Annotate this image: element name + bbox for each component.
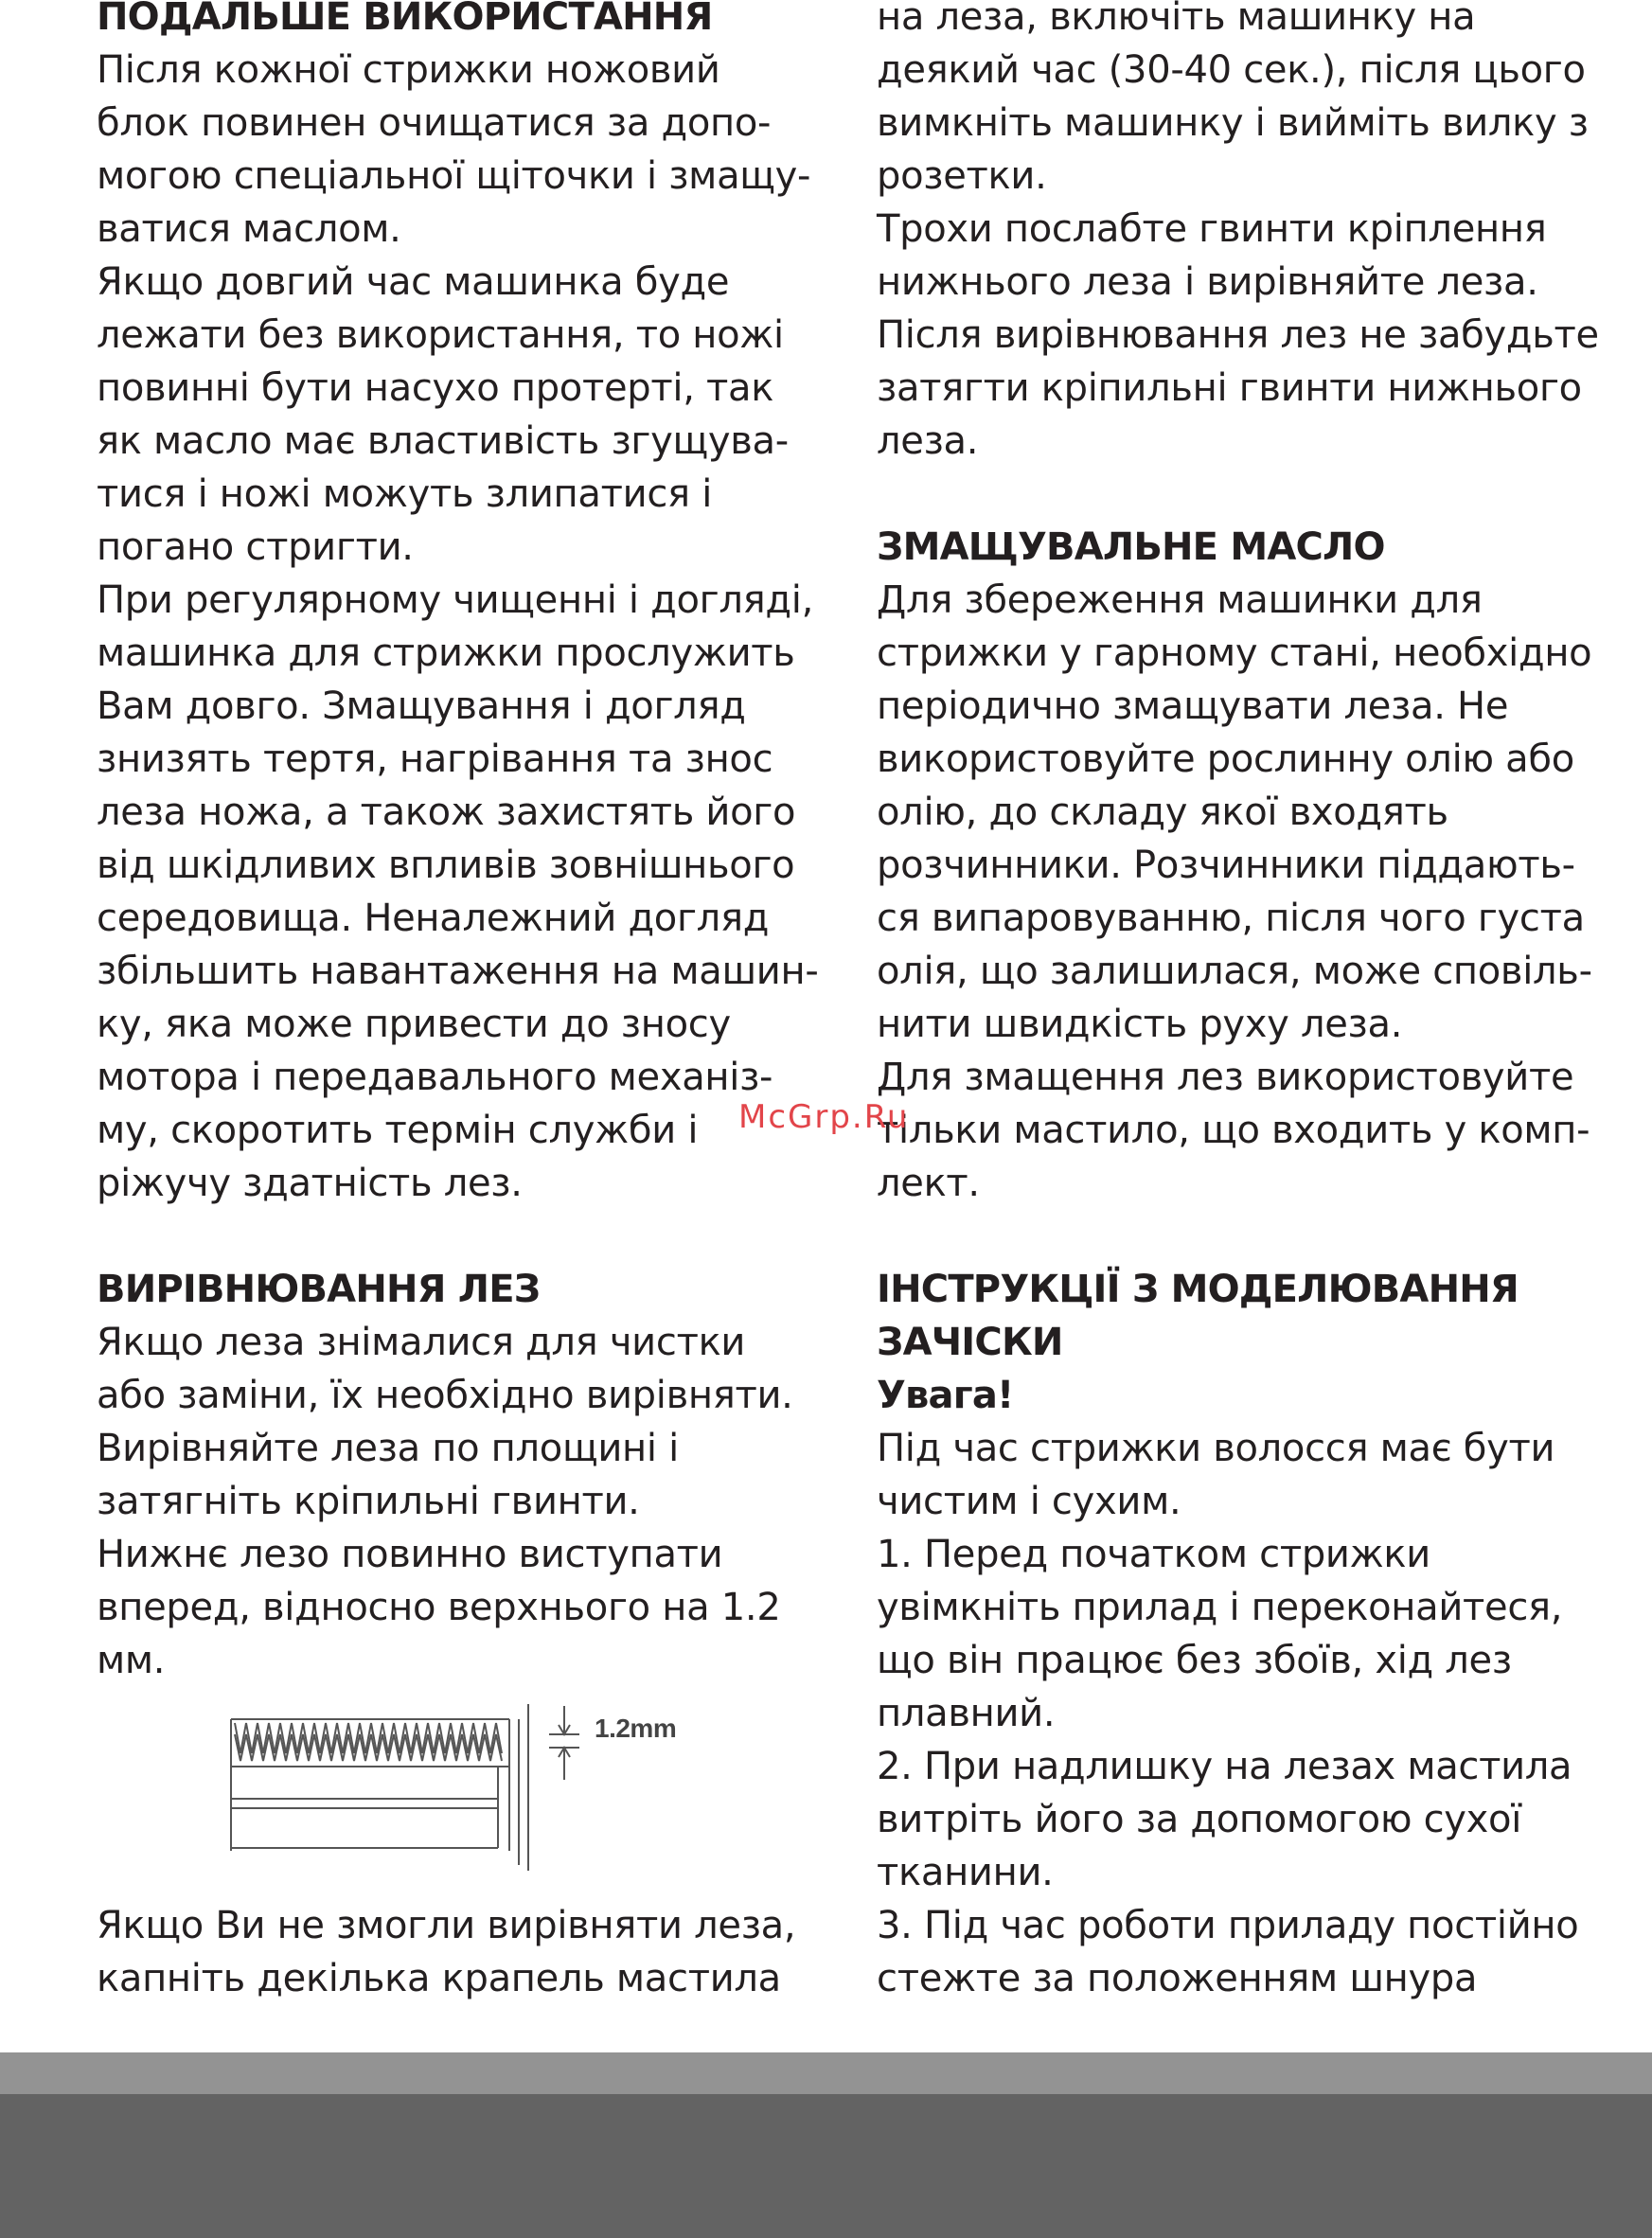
text-line: ся випаровуванню, після чого густа bbox=[877, 897, 1585, 940]
text-line: блок повинен очищатися за допо- bbox=[97, 101, 772, 145]
text-line: Вам довго. Змащування і догляд bbox=[97, 684, 746, 728]
text-line: стежте за положенням шнура bbox=[877, 1957, 1478, 2000]
text-line: капніть декілька крапель мастила bbox=[97, 1957, 781, 2000]
text-line: що він працює без збоїв, хід лез bbox=[877, 1639, 1512, 1682]
text-line: Для змащення лез використовуйте bbox=[877, 1056, 1574, 1099]
text-line: від шкідливих впливів зовнішнього bbox=[97, 844, 795, 887]
watermark-text: McGrp.Ru bbox=[738, 1098, 910, 1136]
text-line: деякий час (30-40 сек.), після цього bbox=[877, 48, 1586, 92]
section-heading-blade-alignment: ВИРІВНЮВАННЯ ЛЕЗ bbox=[97, 1268, 541, 1311]
text-line: 3. Під час роботи приладу постійно bbox=[877, 1904, 1579, 1947]
text-line: олія, що залишилася, може сповіль- bbox=[877, 950, 1592, 993]
text-line: витріть його за допомогою сухої bbox=[877, 1798, 1522, 1841]
text-line: леза. bbox=[877, 419, 979, 463]
text-line: ІНСТРУКЦІЇ З МОДЕЛЮВАННЯ bbox=[877, 1268, 1519, 1311]
text-line: мм. bbox=[97, 1639, 166, 1682]
section-alignment-continued-body bbox=[97, 1899, 826, 2005]
text-line: Після вирівнювання лез не забудьте bbox=[877, 313, 1599, 357]
text-line: олію, до складу якої входять bbox=[877, 790, 1448, 834]
text-line: Нижнє лезо повинно виступати bbox=[97, 1533, 723, 1576]
text-line: вперед, відносно верхнього на 1.2 bbox=[97, 1586, 781, 1629]
text-line: ріжучу здатність лез. bbox=[97, 1162, 523, 1205]
footer-band-dark bbox=[0, 2094, 1652, 2238]
text-line: Для збереження машинки для bbox=[877, 578, 1483, 622]
text-line: Після кожної стрижки ножовий bbox=[97, 48, 720, 92]
dimension-label: 1.2mm bbox=[595, 1714, 677, 1743]
text-line: тися і ножі можуть злипатися і bbox=[97, 472, 713, 516]
text-line: плавний. bbox=[877, 1692, 1056, 1735]
text-line: Якщо Ви не змогли вирівняти леза, bbox=[97, 1904, 796, 1947]
blade-alignment-diagram bbox=[227, 1685, 738, 1884]
text-line: розчинники. Розчинники піддають- bbox=[877, 844, 1575, 887]
section-styling-instructions-body bbox=[877, 1422, 1615, 2005]
section-further-use-body bbox=[97, 44, 826, 1210]
text-line: нити швидкість руху леза. bbox=[877, 1003, 1403, 1046]
text-line: При регулярному чищенні і догляді, bbox=[97, 578, 814, 622]
text-line: Вирівняйте леза по площині і bbox=[97, 1427, 679, 1470]
text-line: затягніть кріпильні гвинти. bbox=[97, 1480, 640, 1523]
text-line: лект. bbox=[877, 1162, 980, 1205]
text-line: стрижки у гарному стані, необхідно bbox=[877, 631, 1592, 675]
text-line: лежати без використання, то ножі bbox=[97, 313, 784, 357]
text-line: му, скоротить термін служби і bbox=[97, 1109, 699, 1152]
text-line: Якщо довгий час машинка буде bbox=[97, 260, 730, 304]
text-line: ЗАЧІСКИ bbox=[877, 1321, 1063, 1364]
section-blade-alignment-body bbox=[97, 1316, 826, 1687]
text-line: увімкніть прилад і переконайтеся, bbox=[877, 1586, 1563, 1629]
text-line: періодично змащувати леза. Не bbox=[877, 684, 1509, 728]
right-column bbox=[877, 0, 1615, 2005]
text-line: машинка для стрижки прослужить bbox=[97, 631, 795, 675]
text-line: мотора і передавального механіз- bbox=[97, 1056, 773, 1099]
text-line: нижнього леза і вирівняйте леза. bbox=[877, 260, 1538, 304]
text-line: 1. Перед початком стрижки bbox=[877, 1533, 1430, 1576]
text-line: середовища. Неналежний догляд bbox=[97, 897, 770, 940]
text-line: тканини. bbox=[877, 1851, 1054, 1894]
text-line: могою спеціальної щіточки і змащу- bbox=[97, 154, 811, 198]
text-line: затягти кріпильні гвинти нижнього bbox=[877, 366, 1582, 410]
text-line: або заміни, їх необхідно вирівняти. bbox=[97, 1374, 793, 1417]
section-lubricating-oil-body bbox=[877, 574, 1615, 1210]
attention-label: Увага! bbox=[877, 1374, 1014, 1417]
section-heading-styling-instructions bbox=[877, 1263, 1615, 1369]
text-line: як масло має властивість згущува- bbox=[97, 419, 789, 463]
text-line: на леза, включіть машинку на bbox=[877, 0, 1476, 39]
text-line: леза ножа, а також захистять його bbox=[97, 790, 796, 834]
text-line: тільки мастило, що входить у комп- bbox=[877, 1109, 1590, 1152]
section-heading-lubricating-oil: ЗМАЩУВАЛЬНЕ МАСЛО bbox=[877, 525, 1385, 569]
footer-band-light bbox=[0, 2052, 1652, 2094]
text-line: погано стригти. bbox=[97, 525, 414, 569]
text-line: використовуйте рослинну олію або bbox=[877, 737, 1574, 781]
text-line: розетки. bbox=[877, 154, 1047, 198]
text-line: збільшить навантаження на машин- bbox=[97, 950, 819, 993]
text-line: Під час стрижки волосся має бути bbox=[877, 1427, 1555, 1470]
text-line: вимкніть машинку і вийміть вилку з bbox=[877, 101, 1589, 145]
section-alignment-steps-body bbox=[877, 0, 1615, 468]
text-line: 2. При надлишку на лезах мастила bbox=[877, 1745, 1572, 1788]
text-line: чистим і сухим. bbox=[877, 1480, 1181, 1523]
text-line: ватися маслом. bbox=[97, 207, 401, 251]
text-line: повинні бути насухо протерті, так bbox=[97, 366, 774, 410]
section-heading-further-use: ПОДАЛЬШЕ ВИКОРИСТАННЯ bbox=[97, 0, 713, 39]
text-line: знизять тертя, нагрівання та знос bbox=[97, 737, 773, 781]
text-line: Трохи послабте гвинти кріплення bbox=[877, 207, 1547, 251]
text-line: ку, яка може привести до зносу bbox=[97, 1003, 731, 1046]
text-line: Якщо леза знімалися для чистки bbox=[97, 1321, 746, 1364]
